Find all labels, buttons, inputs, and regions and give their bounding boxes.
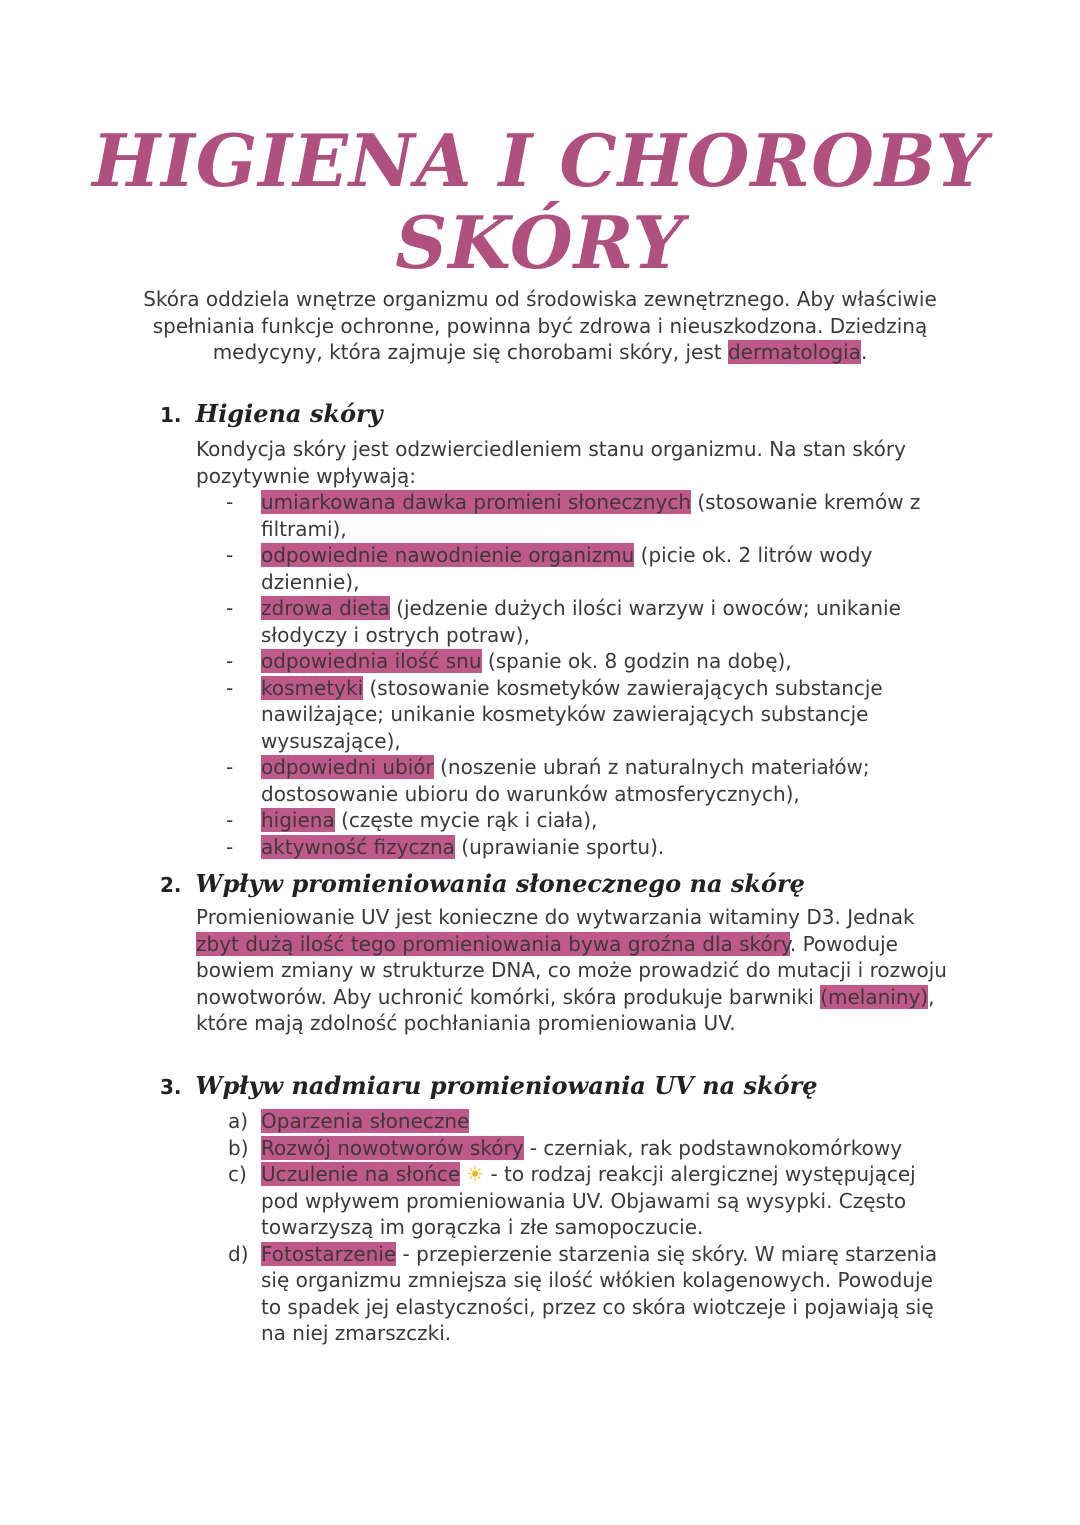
section-1-lead: Kondycja skóry jest odzwierciedleniem stanu organizmu. Na stan skóry pozytywnie wpływają: bbox=[196, 437, 906, 488]
section-2-heading: 2. Wpływ promieniowania słonecznego na skórę bbox=[160, 869, 805, 898]
item-description: (uprawianie sportu). bbox=[454, 834, 665, 859]
list-marker: - bbox=[226, 543, 234, 567]
highlighted-term: Uczulenie na słońce bbox=[261, 1162, 461, 1186]
section-3-list bbox=[196, 1108, 956, 1347]
highlighted-term: odpowiednia ilość snu bbox=[261, 649, 482, 673]
list-item bbox=[196, 1135, 956, 1162]
list-item bbox=[196, 807, 956, 834]
list-marker: - bbox=[226, 834, 234, 859]
list-item bbox=[196, 834, 956, 861]
highlighted-term: odpowiedni ubiór bbox=[261, 755, 434, 779]
list-marker: - bbox=[226, 490, 234, 514]
list-marker: b) bbox=[228, 1135, 249, 1160]
highlighted-term: kosmetyki bbox=[261, 675, 364, 700]
item-description: (noszenie ubrań z naturalnych materiałów; dostosowanie ubioru do warunków atmosferycznych), bbox=[261, 755, 870, 806]
title-line-2: SKÓRY bbox=[395, 200, 685, 285]
list-item bbox=[196, 542, 956, 595]
item-description: (picie ok. 2 litrów wody dziennie), bbox=[261, 543, 873, 594]
item-description: (stosowanie kosmetyków zawierających substancje nawilżające; unikanie kosmetyków zawierających substancje wysuszające), bbox=[261, 675, 883, 753]
list-marker: - bbox=[226, 808, 234, 832]
highlighted-term: odpowiednie nawodnienie organizmu bbox=[261, 543, 635, 567]
highlighted-term: Rozwój nowotworów skóry bbox=[261, 1135, 524, 1160]
highlighted-term: umiarkowana dawka promieni słonecznych bbox=[261, 490, 691, 514]
list-marker: - bbox=[226, 649, 234, 673]
page-title bbox=[0, 120, 1080, 284]
list-item bbox=[196, 489, 956, 542]
list-item bbox=[196, 1108, 956, 1135]
list-item bbox=[196, 648, 956, 675]
list-item bbox=[196, 595, 956, 648]
highlight-dermatologia: dermatologia bbox=[727, 340, 861, 364]
item-description: (spanie ok. 8 godzin na dobę), bbox=[481, 649, 792, 673]
list-marker: d) bbox=[228, 1241, 249, 1266]
item-description: - to rodzaj reakcji alergicznej występującej pod wpływem promieniowania UV. Objawami są wysypki. Często towarzyszą im gorączka i złe samopoczucie. bbox=[261, 1162, 916, 1239]
list-item bbox=[196, 1241, 956, 1347]
list-item bbox=[196, 1161, 956, 1241]
highlighted-term: Fotostarzenie bbox=[261, 1241, 397, 1266]
item-description: - czerniak, rak podstawnokomórkowy bbox=[523, 1135, 903, 1160]
list-marker: - bbox=[226, 596, 234, 620]
highlighted-term: higiena bbox=[261, 808, 335, 832]
item-description: (jedzenie dużych ilości warzyw i owoców; unikanie słodyczy i ostrych potraw), bbox=[261, 596, 901, 647]
list-marker: - bbox=[226, 675, 234, 700]
item-description: (stosowanie kremów z filtrami), bbox=[261, 490, 921, 541]
section-1-list bbox=[196, 489, 956, 860]
highlight-melanin: (melaniny) bbox=[820, 984, 929, 1009]
highlight-uv-danger: zbyt dużą ilość tego promieniowania bywa groźna dla skóry bbox=[196, 931, 790, 956]
highlighted-term: zdrowa dieta bbox=[261, 596, 390, 620]
title-line-1: HIGIENA I CHOROBY bbox=[92, 118, 988, 203]
section-1-heading: 1. Higiena skóry bbox=[160, 399, 383, 428]
intro-paragraph: Skóra oddziela wnętrze organizmu od środowiska zewnętrznego. Aby właściwie spełniania funkcje ochronne, powinna być zdrowa i nieuszkodzona. Dziedziną medycyny, która zajmuje się chorobami skóry, jest dermatologia. bbox=[143, 287, 937, 364]
item-description: (częste mycie rąk i ciała), bbox=[334, 808, 598, 832]
item-description: - przepierzenie starzenia się skóry. W miarę starzenia się organizmu zmniejsza się ilość włókien kolagenowych. Powoduje to spadek jej elastyczności, przez co skóra wiotczeje i pojawiają się na niej zmarszczki. bbox=[261, 1241, 938, 1345]
section-3-heading: 3. Wpływ nadmiaru promieniowania UV na skórę bbox=[160, 1071, 818, 1100]
list-marker: - bbox=[226, 755, 234, 779]
highlighted-term: Oparzenia słoneczne bbox=[261, 1109, 470, 1133]
highlighted-term: aktywność fizyczna bbox=[261, 834, 455, 859]
list-item bbox=[196, 675, 956, 755]
sun-icon: ☀ bbox=[466, 1162, 485, 1186]
section-2-paragraph: Promieniowanie UV jest konieczne do wytwarzania witaminy D3. Jednak zbyt dużą ilość tego promieniowania bywa groźna dla skóry. Powoduje bowiem zmiany w strukturze DNA, co może prowadzić do mutacji i rozwoju nowotworów. Aby uchronić komórki, skóra produkuje barwniki (melaniny), które mają zdolność pochłaniania promieniowania UV. bbox=[196, 905, 947, 1035]
list-marker: c) bbox=[228, 1162, 247, 1186]
list-item bbox=[196, 754, 956, 807]
list-marker: a) bbox=[228, 1109, 249, 1133]
